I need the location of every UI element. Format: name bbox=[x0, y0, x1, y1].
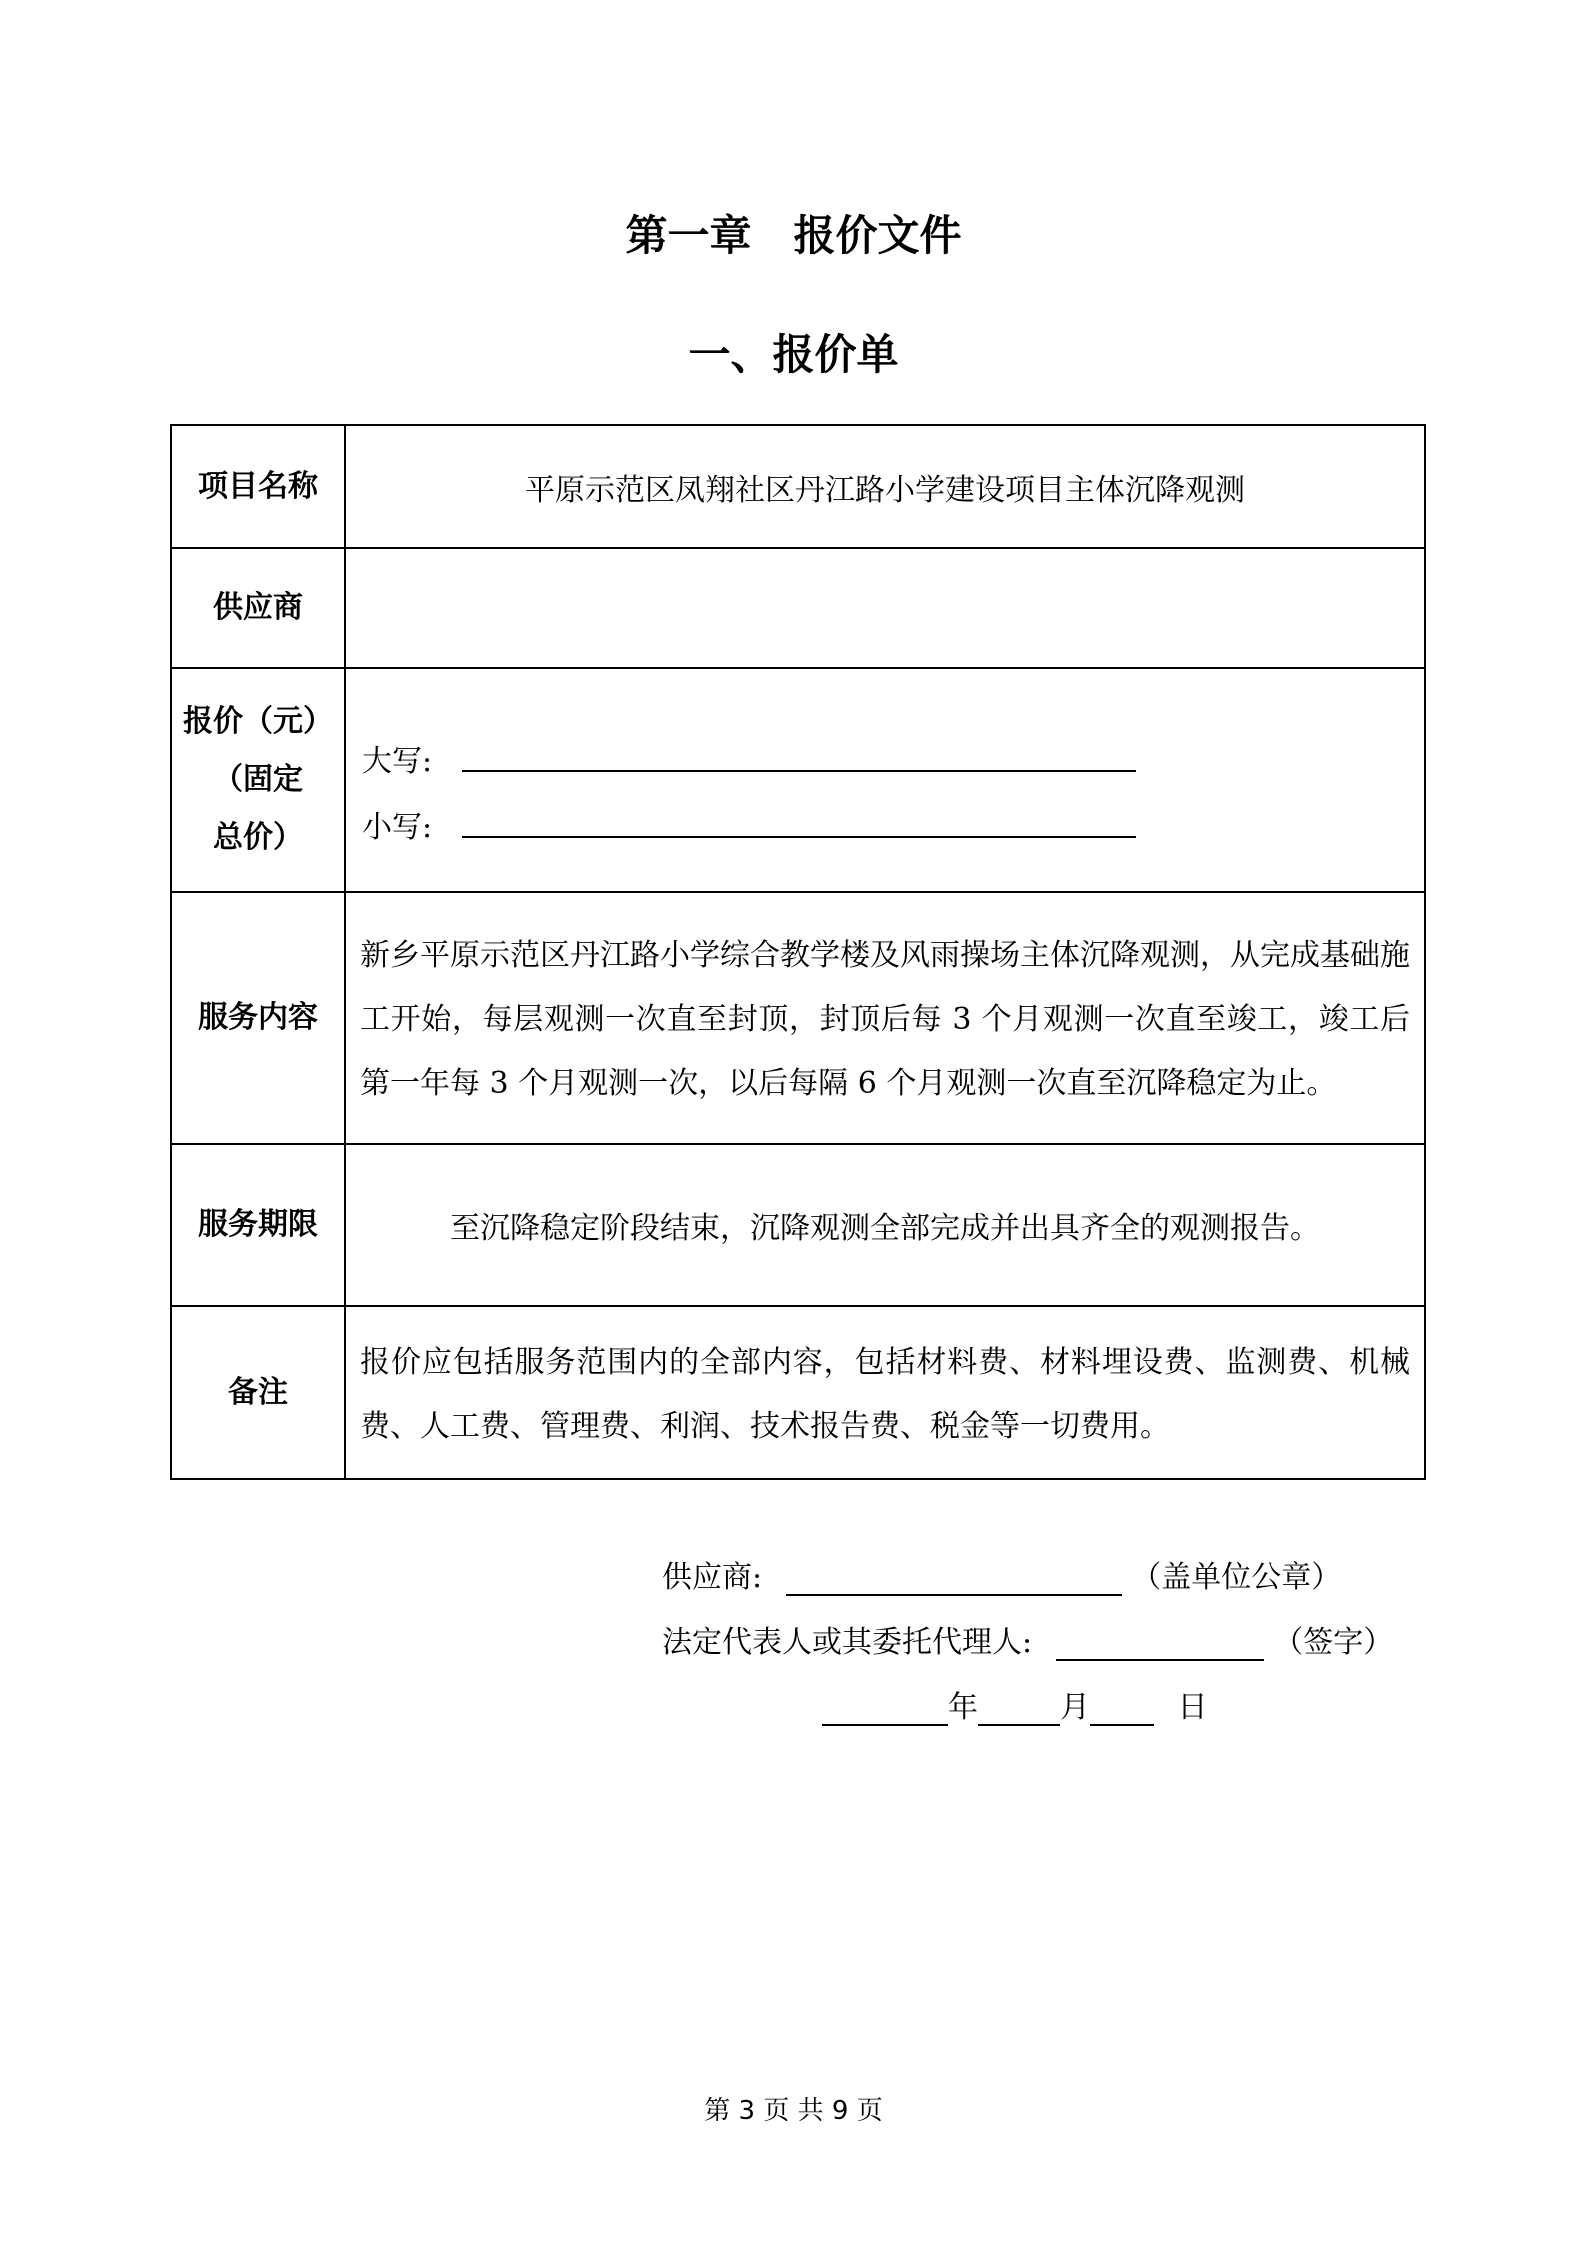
price-label-line1: 报价（元） bbox=[183, 704, 333, 739]
representative-sign-note: （签字） bbox=[1273, 1625, 1394, 1660]
table-row bbox=[171, 1144, 1425, 1306]
project-name-value: 平原示范区凤翔社区丹江路小学建设项目主体沉降观测 bbox=[345, 425, 1425, 548]
price-label-line2: （固定 bbox=[213, 762, 303, 797]
service-content-label: 服务内容 bbox=[171, 892, 345, 1144]
price-label-line3: 总价） bbox=[213, 820, 303, 855]
year-label: 年 bbox=[948, 1690, 978, 1725]
supplier-signature-line bbox=[662, 1552, 1341, 1596]
remarks-label: 备注 bbox=[171, 1306, 345, 1479]
day-label: 日 bbox=[1177, 1690, 1208, 1725]
price-label bbox=[171, 668, 345, 892]
service-period-label: 服务期限 bbox=[171, 1144, 345, 1306]
table-row bbox=[171, 1306, 1425, 1479]
year-blank[interactable] bbox=[822, 1690, 948, 1726]
date-line bbox=[822, 1682, 1208, 1726]
service-content-value bbox=[345, 892, 1425, 1144]
service-content-text: 新乡平原示范区丹江路小学综合教学楼及风雨操场主体沉降观测，从完成基础施工开始，每层观测一次直至封顶，封顶后每 3 个月观测一次直至竣工，竣工后第一年每 3 个月观测一次，以后每隔 6 个月观测一次直至沉降稳定为止。 bbox=[360, 938, 1410, 1101]
supplier-sign-note: （盖单位公章） bbox=[1131, 1560, 1342, 1595]
price-uppercase-row bbox=[346, 714, 1424, 780]
quote-table bbox=[170, 424, 1426, 1480]
service-period-value: 至沉降稳定阶段结束，沉降观测全部完成并出具齐全的观测报告。 bbox=[345, 1144, 1425, 1306]
representative-signature-line bbox=[662, 1617, 1393, 1661]
remarks-value bbox=[345, 1306, 1425, 1479]
section-title: 一、报价单 bbox=[688, 330, 899, 379]
chapter-title: 第一章 报价文件 bbox=[625, 211, 962, 260]
price-uppercase-label: 大写: bbox=[362, 744, 433, 779]
price-lowercase-blank[interactable] bbox=[462, 800, 1136, 838]
representative-sign-blank[interactable] bbox=[1056, 1625, 1264, 1661]
price-lowercase-label: 小写: bbox=[362, 810, 433, 845]
day-blank[interactable] bbox=[1090, 1690, 1154, 1726]
representative-sign-label: 法定代表人或其委托代理人: bbox=[662, 1625, 1033, 1660]
price-uppercase-blank[interactable] bbox=[462, 734, 1136, 772]
table-row bbox=[171, 892, 1425, 1144]
supplier-label: 供应商 bbox=[171, 548, 345, 668]
supplier-value bbox=[345, 548, 1425, 668]
month-blank[interactable] bbox=[978, 1690, 1060, 1726]
table-row bbox=[171, 668, 1425, 892]
month-label: 月 bbox=[1060, 1690, 1090, 1725]
table-row bbox=[171, 548, 1425, 668]
table-row bbox=[171, 425, 1425, 548]
price-value bbox=[345, 668, 1425, 892]
page-footer: 第 3 页 共 9 页 bbox=[704, 2096, 883, 2126]
supplier-sign-label: 供应商: bbox=[662, 1560, 763, 1595]
supplier-sign-blank[interactable] bbox=[786, 1560, 1122, 1596]
price-lowercase-row bbox=[346, 780, 1424, 846]
project-name-label: 项目名称 bbox=[171, 425, 345, 548]
remarks-text: 报价应包括服务范围内的全部内容，包括材料费、材料埋设费、监测费、机械费、人工费、管理费、利润、技术报告费、税金等一切费用。 bbox=[360, 1344, 1410, 1444]
